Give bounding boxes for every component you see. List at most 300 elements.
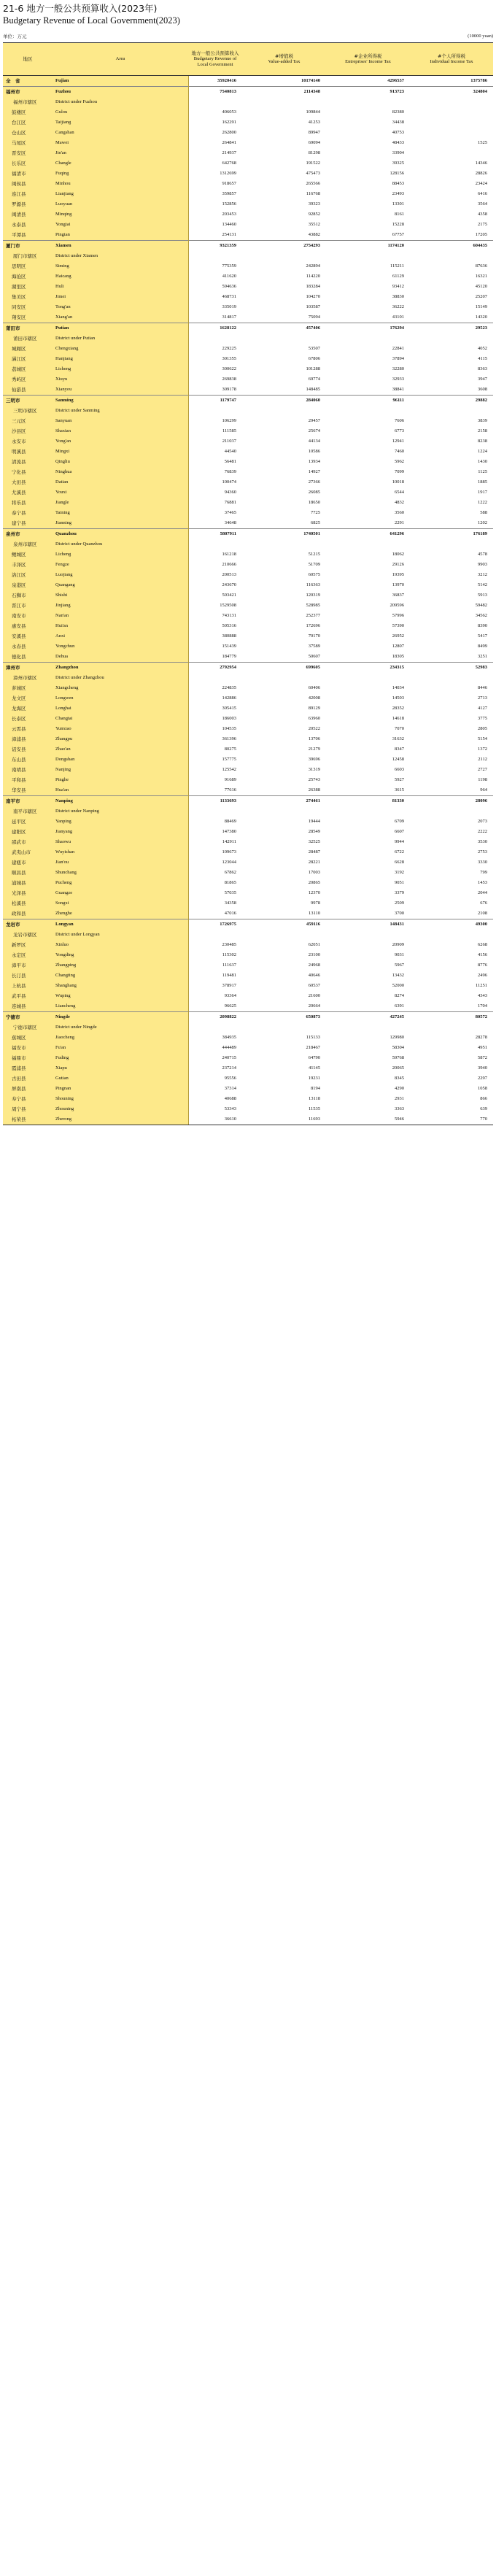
- cell-vat: 67806: [308, 356, 320, 361]
- cell-area-cn: 龙海区: [3, 703, 53, 714]
- cell-enterprise-income-tax: 32933: [392, 377, 404, 382]
- cell-revenue: 309178: [222, 387, 236, 392]
- cell-area-cn: 浦城县: [3, 878, 53, 888]
- cell-enterprise-income-tax: 6607: [395, 829, 404, 834]
- cell-enterprise-income-tax: 2291: [395, 520, 404, 525]
- cell-area-cn: 松溪县: [3, 898, 53, 909]
- cell-revenue: 224835: [222, 685, 236, 690]
- cell-individual-income-tax: [410, 107, 493, 117]
- cell-vat: 20522: [308, 726, 320, 731]
- cell-individual-income-tax: [410, 1022, 493, 1033]
- header-individual-income-tax: #个人所得税 Individual Income Tax: [410, 43, 493, 76]
- cell-area-en: Taining: [53, 508, 188, 518]
- table-row: [3, 775, 493, 785]
- cell-vat: 101288: [306, 366, 320, 371]
- cell-area-en: Tong'an: [53, 302, 188, 312]
- cell-area-cn: 南平市: [3, 796, 53, 807]
- cell-area-en: Jimei: [53, 292, 188, 302]
- cell-area-cn: 连城县: [3, 1001, 53, 1012]
- cell-vat: 24968: [308, 963, 320, 968]
- cell-revenue: 262800: [222, 130, 236, 135]
- cell-revenue: 230485: [222, 942, 236, 947]
- cell-area-cn: 惠安县: [3, 621, 53, 631]
- cell-area-en: Siming: [53, 261, 188, 271]
- cell-individual-income-tax: 28826: [475, 171, 487, 176]
- cell-vat: 75094: [308, 315, 320, 320]
- cell-revenue: 203453: [222, 212, 236, 217]
- district-group-row: [3, 406, 493, 416]
- cell-vat: 274461: [242, 796, 326, 807]
- cell-vat: 26085: [308, 490, 320, 495]
- cell-area-en: Ningde: [53, 1012, 188, 1023]
- cell-enterprise-income-tax: 40753: [392, 130, 404, 135]
- cell-enterprise-income-tax: 148431: [326, 919, 410, 930]
- cell-vat: 103587: [306, 304, 320, 309]
- cell-revenue: 642768: [222, 161, 236, 166]
- table-row: [3, 158, 493, 169]
- table-row: [3, 271, 493, 282]
- table-row: [3, 868, 493, 878]
- cell-area-cn: 福安市: [3, 1043, 53, 1053]
- cell-revenue: 264841: [222, 140, 236, 145]
- cell-enterprise-income-tax: 32280: [392, 366, 404, 371]
- cell-individual-income-tax: 1917: [478, 490, 487, 495]
- cell-area-cn: 漳州市辖区: [3, 673, 53, 683]
- cell-area-cn: 德化县: [3, 652, 53, 663]
- table-row: [3, 518, 493, 529]
- cell-area-en: Yong'an: [53, 436, 188, 447]
- cell-enterprise-income-tax: 67757: [392, 232, 404, 237]
- cell-individual-income-tax: 1885: [478, 479, 487, 485]
- cell-vat: 23100: [308, 952, 320, 957]
- cell-individual-income-tax: 3530: [478, 839, 487, 844]
- cell-individual-income-tax: 6416: [478, 191, 487, 196]
- cell-enterprise-income-tax: 4290: [395, 1086, 404, 1091]
- cell-area-cn: 东山县: [3, 755, 53, 765]
- cell-enterprise-income-tax: 9031: [395, 952, 404, 957]
- cell-vat: 28221: [308, 860, 320, 865]
- cell-revenue: 81865: [224, 880, 236, 885]
- cell-area-cn: 清流县: [3, 457, 53, 467]
- header-area-en: Area: [53, 43, 188, 76]
- cell-individual-income-tax: 4578: [478, 552, 487, 557]
- cell-revenue: 76839: [224, 469, 236, 474]
- cell-individual-income-tax: [410, 251, 493, 261]
- table-row: [3, 898, 493, 909]
- city-row: [3, 529, 493, 540]
- cell-revenue: 91689: [224, 777, 236, 782]
- table-row: [3, 971, 493, 981]
- cell-enterprise-income-tax: 6709: [395, 819, 404, 824]
- cell-area-cn: 洛江区: [3, 570, 53, 580]
- cell-revenue: 93364: [224, 993, 236, 998]
- cell-revenue: 134460: [222, 222, 236, 227]
- cell-revenue: 40688: [224, 1096, 236, 1101]
- cell-enterprise-income-tax: 96111: [326, 396, 410, 406]
- cell-revenue: 335019: [222, 304, 236, 309]
- cell-individual-income-tax: 866: [480, 1096, 487, 1101]
- cell-vat: 17003: [308, 870, 320, 875]
- cell-area-en: Yanping: [53, 817, 188, 827]
- cell-enterprise-income-tax: 8347: [395, 747, 404, 752]
- cell-revenue: 88469: [224, 819, 236, 824]
- table-row: [3, 1001, 493, 1012]
- table-row: [3, 817, 493, 827]
- cell-area-en: Shishi: [53, 590, 188, 601]
- cell-area-en: Jinjiang: [53, 601, 188, 611]
- cell-area-cn: 泰宁县: [3, 508, 53, 518]
- cell-area-cn: 海沧区: [3, 271, 53, 282]
- cell-enterprise-income-tax: [326, 806, 410, 817]
- cell-individual-income-tax: 4156: [478, 952, 487, 957]
- cell-revenue: 57035: [224, 890, 236, 895]
- cell-area-en: Gutian: [53, 1073, 188, 1084]
- cell-area-en: Xiang'an: [53, 312, 188, 323]
- cell-area-en: Wuyishan: [53, 847, 188, 857]
- cell-area-en: Quanzhou: [53, 529, 188, 540]
- cell-area-en: Minqing: [53, 209, 188, 220]
- cell-enterprise-income-tax: 5946: [326, 1114, 410, 1125]
- cell-area-cn: 连江县: [3, 189, 53, 199]
- table-row: [3, 138, 493, 148]
- cell-area-cn: 翔安区: [3, 312, 53, 323]
- cell-revenue: 37314: [224, 1086, 236, 1091]
- cell-enterprise-income-tax: 6628: [395, 860, 404, 865]
- cell-vat: 42008: [308, 695, 320, 701]
- table-row: [3, 755, 493, 765]
- cell-area-en: Nanping: [53, 796, 188, 807]
- cell-revenue: [188, 930, 242, 940]
- cell-enterprise-income-tax: 234315: [326, 663, 410, 674]
- cell-enterprise-income-tax: 176294: [326, 323, 410, 334]
- cell-individual-income-tax: 4127: [478, 706, 487, 711]
- cell-area-en: Pingnan: [53, 1084, 188, 1094]
- cell-individual-income-tax: 87636: [475, 263, 487, 269]
- table-row: [3, 467, 493, 477]
- cell-revenue: 53343: [224, 1106, 236, 1111]
- cell-area-cn: 石狮市: [3, 590, 53, 601]
- cell-area-cn: 尤溪县: [3, 487, 53, 498]
- cell-revenue: 152856: [222, 201, 236, 207]
- cell-individual-income-tax: 5913: [478, 593, 487, 598]
- cell-area-cn: 南安市: [3, 611, 53, 621]
- cell-enterprise-income-tax: 7099: [395, 469, 404, 474]
- cell-revenue: [188, 539, 242, 549]
- cell-individual-income-tax: 3212: [478, 572, 487, 577]
- cell-vat: 20865: [308, 880, 320, 885]
- cell-vat: 13110: [308, 911, 320, 916]
- cell-area-en: Dehua: [53, 652, 188, 663]
- table-row: [3, 724, 493, 734]
- cell-vat: 7725: [311, 510, 320, 515]
- table-row: [3, 837, 493, 847]
- table-row: [3, 169, 493, 179]
- cell-vat: 29457: [308, 418, 320, 423]
- cell-revenue: 1133693: [188, 796, 242, 807]
- cell-area-cn: 福清市: [3, 169, 53, 179]
- cell-vat: 60537: [308, 983, 320, 988]
- cell-enterprise-income-tax: 61129: [392, 274, 404, 279]
- cell-individual-income-tax: 8446: [478, 685, 487, 690]
- revenue-table: [3, 42, 493, 1125]
- cell-revenue: 109673: [222, 849, 236, 855]
- cell-individual-income-tax: 3775: [478, 716, 487, 721]
- cell-revenue: 300622: [222, 366, 236, 371]
- cell-individual-income-tax: 28278: [475, 1035, 487, 1040]
- cell-individual-income-tax: 8499: [478, 644, 487, 649]
- cell-individual-income-tax: 25207: [475, 294, 487, 299]
- cell-area-en: Jiaocheng: [53, 1033, 188, 1043]
- cell-vat: 10174140: [301, 78, 320, 83]
- units-chinese: 单位：万元: [3, 34, 27, 39]
- cell-enterprise-income-tax: 81330: [326, 796, 410, 807]
- table-row: [3, 1063, 493, 1073]
- cell-area-en: Zhao'an: [53, 744, 188, 755]
- cell-vat: 60575: [308, 572, 320, 577]
- cell-individual-income-tax: 639: [480, 1106, 487, 1111]
- cell-revenue: 594636: [222, 284, 236, 289]
- cell-individual-income-tax: 3330: [478, 860, 487, 865]
- cell-individual-income-tax: 14346: [475, 161, 487, 166]
- cell-individual-income-tax: 1372: [478, 747, 487, 752]
- cell-area-cn: 屏南县: [3, 1084, 53, 1094]
- table-row: [3, 148, 493, 158]
- cell-revenue: 94360: [224, 490, 236, 495]
- cell-enterprise-income-tax: 14503: [392, 695, 404, 701]
- cell-area-cn: 柘荣县: [3, 1114, 53, 1125]
- cell-enterprise-income-tax: 8274: [395, 993, 404, 998]
- cell-area-en: Longyan: [53, 919, 188, 930]
- table-row: [3, 549, 493, 560]
- cell-area-cn: 云霄县: [3, 724, 53, 734]
- table-row: [3, 1104, 493, 1114]
- cell-enterprise-income-tax: 12941: [392, 439, 404, 444]
- table-row: [3, 508, 493, 518]
- cell-area-en: Yongding: [53, 950, 188, 960]
- cell-vat: [242, 97, 326, 107]
- cell-area-en: Datian: [53, 477, 188, 487]
- cell-area-cn: 厦门市辖区: [3, 251, 53, 261]
- cell-revenue: 1179747: [188, 396, 242, 406]
- cell-individual-income-tax: [410, 406, 493, 416]
- table-row: [3, 641, 493, 652]
- cell-individual-income-tax: 2222: [478, 829, 487, 834]
- cell-area-en: Jiangle: [53, 498, 188, 508]
- cell-area-en: Shaxian: [53, 426, 188, 436]
- cell-revenue: [188, 673, 242, 683]
- cell-individual-income-tax: 5142: [478, 582, 487, 587]
- cell-area-en: Xianyou: [53, 385, 188, 396]
- table-row: [3, 734, 493, 744]
- cell-revenue: 359857: [222, 191, 236, 196]
- cell-enterprise-income-tax: 2931: [395, 1096, 404, 1101]
- cell-revenue: 96625: [224, 1003, 236, 1009]
- cell-area-en: Nan'an: [53, 611, 188, 621]
- cell-area-cn: 明溪县: [3, 447, 53, 457]
- cell-area-cn: 福州市辖区: [3, 97, 53, 107]
- cell-vat: 19231: [308, 1076, 320, 1081]
- cell-vat: [242, 673, 326, 683]
- cell-vat: 70170: [308, 633, 320, 639]
- cell-area-en: District under Fuzhou: [53, 97, 188, 107]
- cell-enterprise-income-tax: [326, 333, 410, 344]
- cell-area-en: Ninghua: [53, 467, 188, 477]
- cell-area-en: Songxi: [53, 898, 188, 909]
- cell-individual-income-tax: [410, 117, 493, 128]
- cell-vat: 64790: [308, 1055, 320, 1060]
- district-group-row: [3, 673, 493, 683]
- cell-vat: 459116: [242, 919, 326, 930]
- cell-area-en: Anxi: [53, 631, 188, 641]
- cell-vat: 39696: [308, 757, 320, 762]
- cell-area-en: Zhangpu: [53, 734, 188, 744]
- cell-area-en: Fengze: [53, 560, 188, 570]
- cell-area-en: Shaowu: [53, 837, 188, 847]
- table-header: [3, 43, 493, 76]
- cell-individual-income-tax: [410, 128, 493, 138]
- cell-area-en: Mingxi: [53, 447, 188, 457]
- cell-individual-income-tax: 16321: [475, 274, 487, 279]
- cell-vat: 104270: [306, 294, 320, 299]
- cell-area-cn: 仓山区: [3, 128, 53, 138]
- cell-revenue: 77616: [224, 787, 236, 793]
- cell-area-en: Haicang: [53, 271, 188, 282]
- cell-revenue: 237214: [222, 1065, 236, 1071]
- cell-revenue: 5807911: [188, 529, 242, 540]
- title-chinese: 21-6 地方一般公共预算收入(2023年): [3, 3, 158, 14]
- cell-revenue: 162291: [222, 120, 236, 125]
- cell-area-en: Zhangping: [53, 960, 188, 971]
- cell-enterprise-income-tax: 57390: [392, 623, 404, 628]
- cell-vat: 242894: [306, 263, 320, 269]
- table-row: [3, 1084, 493, 1094]
- cell-enterprise-income-tax: 31632: [392, 736, 404, 741]
- cell-area-cn: 政和县: [3, 909, 53, 919]
- cell-individual-income-tax: 4115: [478, 356, 487, 361]
- cell-enterprise-income-tax: 115211: [390, 263, 404, 269]
- table-row: [3, 1114, 493, 1125]
- city-row: [3, 323, 493, 334]
- cell-vat: 10586: [308, 449, 320, 454]
- cell-revenue: [188, 97, 242, 107]
- cell-revenue: 76881: [224, 500, 236, 505]
- cell-revenue: 229225: [222, 346, 236, 351]
- table-row: [3, 344, 493, 354]
- cell-area-cn: 沙县区: [3, 426, 53, 436]
- cell-enterprise-income-tax: 88453: [392, 181, 404, 186]
- cell-vat: 50607: [308, 654, 320, 659]
- cell-enterprise-income-tax: 1174120: [326, 241, 410, 252]
- cell-individual-income-tax: 14320: [475, 315, 487, 320]
- cell-vat: 63960: [308, 716, 320, 721]
- cell-vat: 172696: [306, 623, 320, 628]
- header-revenue: 地方一般公共预算收入 Budgetary Revenue of Local Government: [188, 43, 242, 76]
- cell-enterprise-income-tax: 20909: [392, 942, 404, 947]
- cell-area-en: Dongshan: [53, 755, 188, 765]
- cell-area-en: Quangang: [53, 580, 188, 590]
- cell-vat: 41145: [308, 1065, 320, 1071]
- cell-revenue: 314817: [222, 315, 236, 320]
- cell-individual-income-tax: 2805: [478, 726, 487, 731]
- cell-area-en: Zhouning: [53, 1104, 188, 1114]
- cell-area-cn: 上杭县: [3, 981, 53, 991]
- cell-area-cn: 顺昌县: [3, 868, 53, 878]
- cell-individual-income-tax: 5154: [478, 736, 487, 741]
- table-row: [3, 611, 493, 621]
- cell-individual-income-tax: 4951: [478, 1045, 487, 1050]
- cell-area-cn: 寿宁县: [3, 1094, 53, 1104]
- cell-revenue: 468731: [222, 294, 236, 299]
- cell-enterprise-income-tax: 13970: [392, 582, 404, 587]
- cell-area-en: Yunxiao: [53, 724, 188, 734]
- cell-revenue: 111637: [222, 963, 236, 968]
- cell-enterprise-income-tax: 427245: [326, 1012, 410, 1023]
- cell-area-en: Changle: [53, 158, 188, 169]
- cell-individual-income-tax: 23424: [475, 181, 487, 186]
- cell-vat: 37589: [308, 644, 320, 649]
- cell-area-en: Zhangzhou: [53, 663, 188, 674]
- cell-revenue: 2098822: [188, 1012, 242, 1023]
- cell-revenue: 2792954: [188, 663, 242, 674]
- cell-area-cn: 闽侯县: [3, 179, 53, 189]
- cell-area-en: Fuding: [53, 1053, 188, 1063]
- cell-area-cn: 宁德市辖区: [3, 1022, 53, 1033]
- cell-area-cn: 闽清县: [3, 209, 53, 220]
- cell-individual-income-tax: 5872: [478, 1055, 487, 1060]
- cell-vat: 120319: [306, 593, 320, 598]
- cell-vat: 39323: [308, 201, 320, 207]
- cell-area-cn: 泉港区: [3, 580, 53, 590]
- cell-area-cn: 罗源县: [3, 199, 53, 209]
- cell-individual-income-tax: 29523: [410, 323, 493, 334]
- cell-area-en: District under Ningde: [53, 1022, 188, 1033]
- cell-individual-income-tax: 1224: [478, 449, 487, 454]
- cell-individual-income-tax: [410, 930, 493, 940]
- cell-area-en: Xiamen: [53, 241, 188, 252]
- cell-area-en: Fuqing: [53, 169, 188, 179]
- cell-individual-income-tax: 3839: [478, 418, 487, 423]
- table-row: [3, 179, 493, 189]
- cell-vat: 41253: [308, 120, 320, 125]
- cell-enterprise-income-tax: 3560: [395, 510, 404, 515]
- cell-vat: 27366: [308, 479, 320, 485]
- cell-area-cn: 南平市辖区: [3, 806, 53, 817]
- cell-vat: [242, 539, 326, 549]
- cell-individual-income-tax: 1375786: [470, 78, 487, 83]
- cell-individual-income-tax: 8390: [478, 623, 487, 628]
- cell-enterprise-income-tax: 7070: [395, 726, 404, 731]
- cell-area-cn: 长泰区: [3, 714, 53, 724]
- cell-area-en: Luoyuan: [53, 199, 188, 209]
- cell-revenue: 444489: [222, 1045, 236, 1050]
- cell-enterprise-income-tax: 36222: [392, 304, 404, 309]
- cell-area-cn: 平潭县: [3, 230, 53, 241]
- cell-revenue: 269838: [222, 377, 236, 382]
- cell-area-cn: 南靖县: [3, 765, 53, 775]
- cell-individual-income-tax: [410, 333, 493, 344]
- cell-enterprise-income-tax: [326, 406, 410, 416]
- cell-individual-income-tax: 588: [480, 510, 487, 515]
- cell-enterprise-income-tax: 3192: [395, 870, 404, 875]
- table-row: [3, 220, 493, 230]
- table-row: [3, 950, 493, 960]
- cell-area-en: Sanming: [53, 396, 188, 406]
- cell-enterprise-income-tax: 8161: [395, 212, 404, 217]
- cell-enterprise-income-tax: 913723: [326, 87, 410, 98]
- cell-revenue: 1312699: [220, 171, 236, 176]
- cell-area-en: Luojiang: [53, 570, 188, 580]
- cell-individual-income-tax: 324804: [410, 87, 493, 98]
